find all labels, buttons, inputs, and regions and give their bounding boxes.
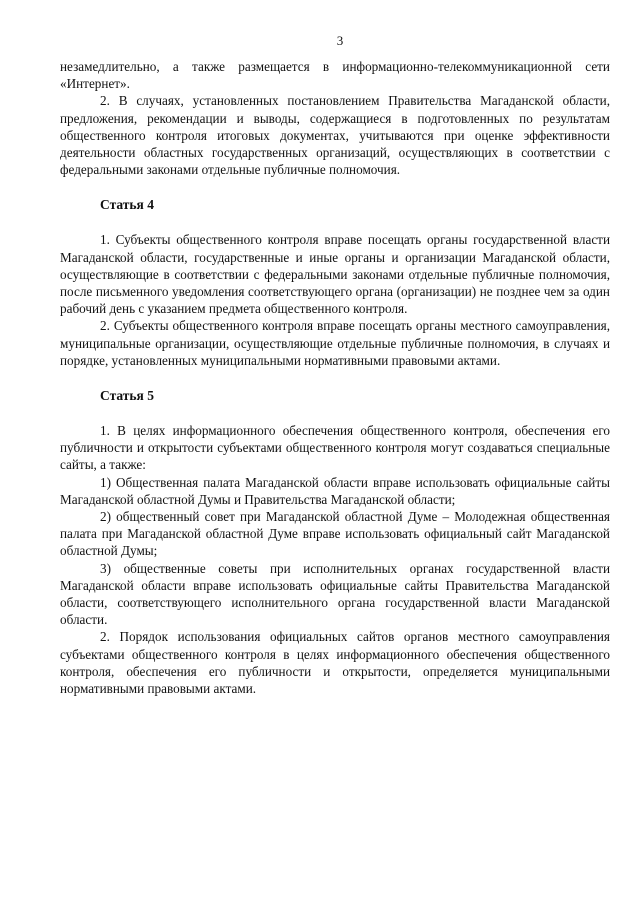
continuation-paragraph: незамедлительно, а также размещается в информационно-телекоммуникационной сети «Интернет». (60, 59, 610, 92)
article5-item-1: 1) Общественная палата Магаданской области вправе использовать официальные сайты Магаданской областной Думы и Правительства Магаданской области; (60, 474, 610, 507)
article5-paragraph-2: 2. Порядок использования официальных сайтов органов местного самоуправления субъектами общественного контроля в целях информационного обеспечения общественного контроля, обеспечения его публичности и открытости, определяется муниципальными нормативными правовыми актами. (60, 629, 610, 697)
article5-paragraph-1: 1. В целях информационного обеспечения общественного контроля, обеспечения его публичности и открытости субъектами общественного контроля могут создаваться специальные сайты, а также: (60, 423, 610, 473)
article4-paragraph-1: 1. Субъекты общественного контроля вправе посещать органы государственной власти Магаданской области, государственные и иные органы и организации Магаданской области, осуществляющие в соответствии с федеральными законами отдельные публичные полномочия, после письменного уведомления соответствующего органа (организации) не позднее чем за один рабочий день с указанием предмета общественного контроля. (60, 232, 610, 317)
article5-item-3: 3) общественные советы при исполнительных органах государственной власти Магаданской области вправе использовать официальные сайты Правительства Магаданской области, соответствующего исполнительного органа государственной власти Магаданской области. (60, 560, 610, 628)
article3-paragraph-2: 2. В случаях, установленных постановлением Правительства Магаданской области, предложения, рекомендации и выводы, содержащиеся в подготовленных по результатам общественного контроля итоговых документах, учитываются при оценке эффективности деятельности областных государственных организаций, осуществляющих в соответствии с федеральными законами отдельные публичные полномочия. (60, 93, 610, 178)
article4-paragraph-2: 2. Субъекты общественного контроля вправе посещать органы местного самоуправления, муниципальные организации, осуществляющие отдельные публичные полномочия, в случаях и порядке, установленных муниципальными нормативными правовыми актами. (60, 318, 610, 368)
article5-item-2: 2) общественный совет при Магаданской областной Думе – Молодежная общественная палата при Магаданской областной Думе вправе использовать официальный сайт Магаданской областной Думы; (60, 509, 610, 559)
article5-heading: Статья 5 (100, 388, 154, 404)
page-number: 3 (336, 33, 344, 48)
article4-heading: Статья 4 (100, 197, 154, 213)
